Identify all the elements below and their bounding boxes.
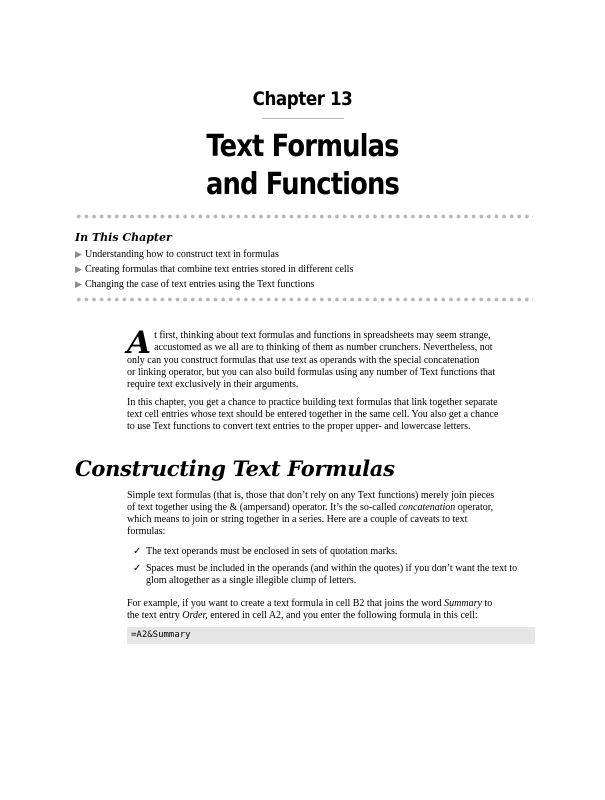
chapter-title-line-2: and Functions xyxy=(205,167,400,202)
triangle-bullet-icon: ▶ xyxy=(75,279,82,289)
dotted-divider-top xyxy=(75,214,533,219)
list-item xyxy=(133,563,533,587)
section-heading: Constructing Text Formulas xyxy=(75,456,395,481)
text-line xyxy=(127,502,533,514)
emphasis-text: concatenation xyxy=(398,502,456,513)
text-run: operator, xyxy=(455,502,494,513)
section-paragraph-2 xyxy=(127,598,533,622)
triangle-bullet-icon: ▶ xyxy=(75,249,82,259)
list-item xyxy=(75,247,353,262)
text-line: which means to join or string together in a series. Here are a couple of caveats to text xyxy=(127,514,468,525)
chapter-title-line-1: Text Formulas xyxy=(206,129,399,164)
text-run: entered in cell A2, and you enter the following formula in this cell: xyxy=(207,610,478,621)
text-line: formulas: xyxy=(127,526,166,537)
chapter-rule xyxy=(262,118,344,119)
text-line: Simple text formulas (that is, those that don’t rely on any Text functions) merely join pieces xyxy=(127,490,495,501)
in-this-chapter-list xyxy=(75,247,353,292)
text-line: In this chapter, you get a chance to practice building text formulas that link together separate xyxy=(127,397,498,408)
emphasis-text: Summary xyxy=(444,598,482,609)
text-line xyxy=(127,610,533,622)
text-line xyxy=(127,598,533,610)
intro-paragraph-2 xyxy=(127,397,533,433)
list-item-text: Changing the case of text entries using the Text functions xyxy=(85,279,315,290)
text-line: only can you construct formulas that use text as operands with the special concatenation xyxy=(127,355,480,366)
text-run: the text entry xyxy=(127,610,183,621)
drop-cap: A xyxy=(127,325,152,361)
list-item-text: Creating formulas that combine text entries stored in different cells xyxy=(85,264,354,275)
list-item xyxy=(133,546,533,558)
list-item-text: The text operands must be enclosed in sets of quotation marks. xyxy=(146,546,398,557)
list-item xyxy=(75,277,353,292)
list-item-text: Spaces must be included in the operands (and within the quotes) if you don’t want the text to glom altogether as a single illegible clump of letters. xyxy=(146,563,518,586)
text-line: require text exclusively in their arguments. xyxy=(127,379,299,390)
text-line: text cell entries whose text should be entered together in the same cell. You also get a chance xyxy=(127,409,499,420)
caveats-list xyxy=(133,546,533,587)
text-line: or linking operator, but you can also build formulas using any number of Text functions that xyxy=(127,367,496,378)
intro-paragraph-1 xyxy=(127,325,533,391)
in-this-chapter-heading: In This Chapter xyxy=(75,231,172,244)
text-run: to xyxy=(481,598,493,609)
emphasis-text: Order, xyxy=(182,610,208,621)
code-example: =A2&Summary xyxy=(127,627,535,644)
dotted-divider-bottom xyxy=(75,297,533,302)
chapter-title xyxy=(42,128,562,204)
checkmark-icon: ✓ xyxy=(133,563,142,574)
triangle-bullet-icon: ▶ xyxy=(75,264,82,274)
text-run: For example, if you want to create a text formula in cell B2 that joins the word xyxy=(127,598,445,609)
chapter-number: Chapter 13 xyxy=(252,88,353,110)
list-item-text: Understanding how to construct text in formulas xyxy=(85,249,279,260)
checkmark-icon: ✓ xyxy=(133,546,142,557)
text-line: t first, thinking about text formulas and functions in spreadsheets may seem strange, xyxy=(154,330,491,341)
text-line: accustomed as we all are to thinking of them as number crunchers. Nevertheless, not xyxy=(154,342,493,353)
text-run: of text together using the & (ampersand) operator. It’s the so-called xyxy=(127,502,399,513)
list-item xyxy=(75,262,353,277)
section-paragraph-1 xyxy=(127,490,533,538)
text-line: to use Text functions to convert text entries to the proper upper- and lowercase letters. xyxy=(127,421,471,432)
